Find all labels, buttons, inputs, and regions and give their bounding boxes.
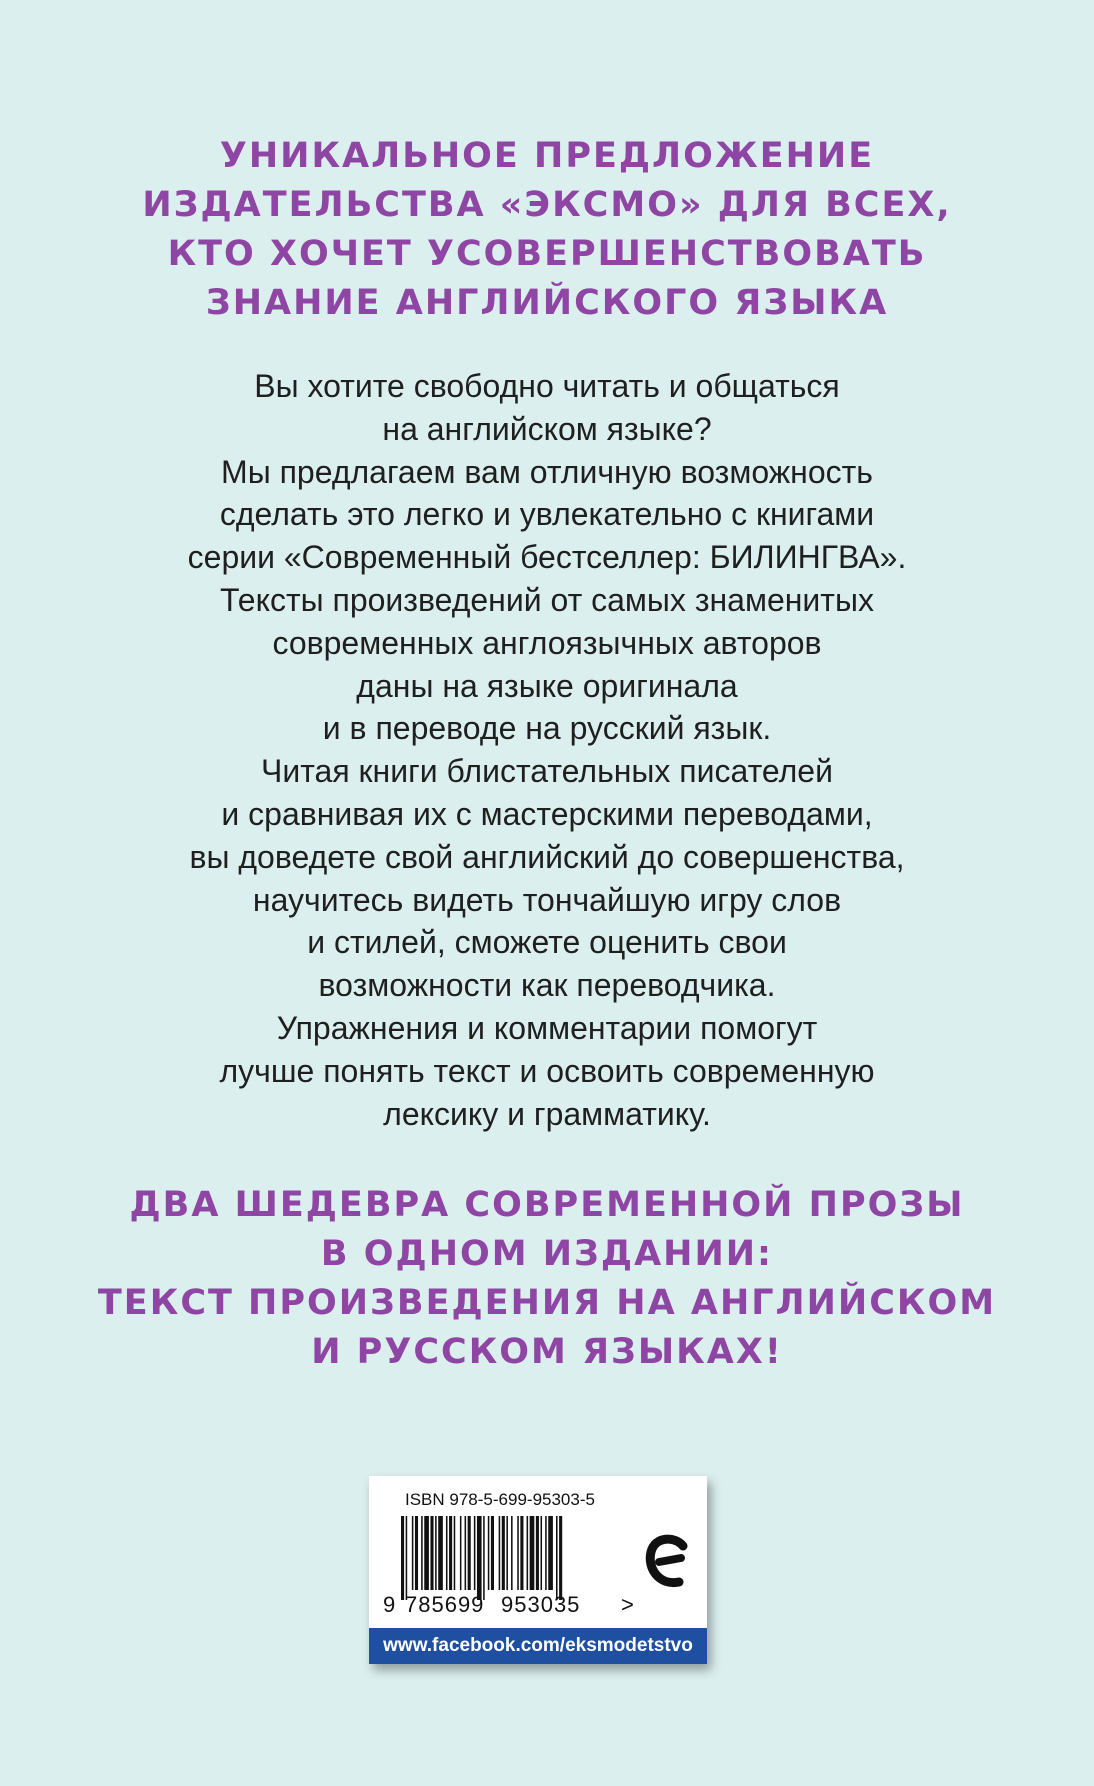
headline-bottom [0, 1181, 1094, 1377]
description-line: современных англоязычных авторов [272, 624, 822, 661]
description-line: и стилей, сможете оценить свои [307, 924, 787, 961]
headline-bottom-line: ДВА ШЕДЕВРА СОВРЕМЕННОЙ ПРОЗЫ [129, 1185, 965, 1225]
description-line: и сравнивая их с мастерскими переводами, [221, 795, 873, 832]
description-line: лексику и грамматику. [383, 1095, 711, 1132]
description-line: вы доведете свой английский до совершенства, [189, 838, 905, 875]
facebook-url: www.facebook.com/eksmodetstvo [369, 1628, 707, 1664]
description-line: даны на языке оригинала [356, 667, 738, 704]
barcode-card [369, 1476, 707, 1664]
barcode-digits-left: 785699 [405, 1592, 485, 1617]
headline-top [0, 132, 1094, 328]
description-line: серии «Современный бестселлер: БИЛИНГВА». [187, 539, 907, 576]
description-line: Вы хотите свободно читать и общаться [254, 368, 840, 404]
description-line: лучше понять текст и освоить современную [219, 1052, 875, 1089]
description-text [0, 365, 1094, 1135]
headline-bottom-line: И РУССКОМ ЯЗЫКАХ! [311, 1332, 783, 1372]
headline-bottom-line: В ОДНОМ ИЗДАНИИ: [320, 1234, 774, 1274]
description-line: Упражнения и комментарии помогут [276, 1009, 818, 1046]
headline-top-line: КТО ХОЧЕТ УСОВЕРШЕНСТВОВАТЬ [167, 234, 927, 274]
description-line: возможности как переводчика. [318, 967, 776, 1004]
description-line: Мы предлагаем вам отличную возможность [221, 453, 873, 490]
isbn-label: ISBN 978-5-699-95303-5 [405, 1490, 595, 1509]
headline-top-line: ЗНАНИЕ АНГЛИЙСКОГО ЯЗЫКА [205, 283, 889, 323]
description-line: сделать это легко и увлекательно с книгами [219, 496, 875, 533]
barcode-quiet-zone-marker: > [621, 1592, 635, 1617]
barcode-icon [401, 1516, 627, 1600]
eksmo-logo-icon [645, 1532, 691, 1594]
headline-bottom-line: ТЕКСТ ПРОИЗВЕДЕНИЯ НА АНГЛИЙСКОМ [97, 1283, 997, 1323]
barcode-digit-lead: 9 [383, 1592, 397, 1617]
description-line: и в переводе на русский язык. [322, 710, 772, 747]
headline-top-line: ИЗДАТЕЛЬСТВА «ЭКСМО» ДЛЯ ВСЕХ, [142, 185, 952, 225]
barcode-digits-right: 953035 [501, 1592, 581, 1617]
description-line: на английском языке? [382, 410, 712, 447]
description-line: научитесь видеть тончайшую игру слов [252, 881, 842, 918]
description-line: Читая книги блистательных писателей [261, 753, 833, 790]
headline-top-line: УНИКАЛЬНОЕ ПРЕДЛОЖЕНИЕ [219, 136, 875, 176]
description-line: Тексты произведений от самых знаменитых [220, 581, 874, 618]
